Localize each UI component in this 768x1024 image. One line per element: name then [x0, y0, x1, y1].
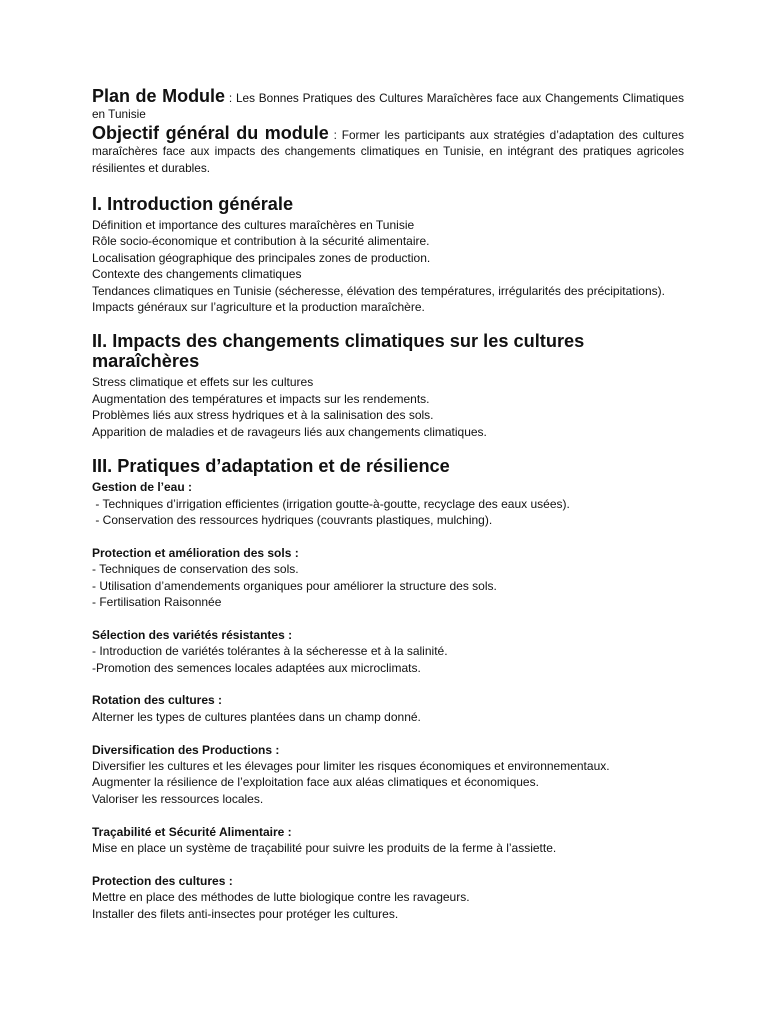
section-heading: I. Introduction générale — [92, 194, 294, 215]
text-line: Définition et importance des cultures maraîchères en Tunisie — [92, 218, 415, 233]
text-line: - Techniques d’irrigation efficientes (irrigation goutte-à-goutte, recyclage des eaux usées). — [92, 496, 570, 511]
text-line: Augmenter la résilience de l’exploitation face aux aléas climatiques et économiques. — [92, 775, 539, 790]
group-label: Sélection des variétés résistantes : — [92, 627, 293, 642]
plan-separator: : — [225, 91, 236, 105]
section-introduction — [92, 194, 684, 315]
section-heading: III. Pratiques d’adaptation et de résilience — [92, 456, 450, 477]
plan-paragraph — [92, 86, 684, 123]
text-line: Problèmes liés aux stress hydriques et à la salinisation des sols. — [92, 408, 434, 423]
objective-separator: : — [328, 127, 342, 142]
section-impacts — [92, 331, 684, 440]
text-line: Alterner les types de cultures plantées dans un champ donné. — [92, 709, 421, 724]
group-label: Protection et amélioration des sols : — [92, 545, 299, 560]
text-line: - Fertilisation Raisonnée — [92, 594, 222, 609]
section-body — [92, 374, 684, 440]
text-line: Apparition de maladies et de ravageurs liés aux changements climatiques. — [92, 424, 487, 439]
group-label: Rotation des cultures : — [92, 693, 223, 708]
plan-text: Les Bonnes Pratiques des Cultures Maraîchères face aux Changements Climatiques en Tunisie — [92, 91, 684, 122]
group-crop-protection — [92, 873, 684, 922]
objective-paragraph — [92, 123, 684, 176]
text-line: -Promotion des semences locales adaptées aux microclimats. — [92, 660, 421, 675]
group-rotation — [92, 692, 684, 725]
group-diversification — [92, 742, 684, 808]
objective-text: Former les participants aux stratégies d’adaptation des cultures maraîchères face aux impacts des changements climatiques en Tunisie, en intégrant des pratiques agricoles résilientes et durables. — [92, 127, 684, 175]
section-heading: II. Impacts des changements climatiques sur les cultures maraîchères — [92, 331, 585, 372]
text-line: Diversifier les cultures et les élevages pour limiter les risques économiques et environnementaux. — [92, 758, 610, 773]
group-varieties — [92, 627, 684, 676]
text-line: Localisation géographique des principales zones de production. — [92, 250, 431, 265]
section-body — [92, 217, 684, 315]
text-line: - Utilisation d’amendements organiques pour améliorer la structure des sols. — [92, 578, 497, 593]
group-traceability — [92, 824, 684, 857]
group-label: Traçabilité et Sécurité Alimentaire : — [92, 824, 292, 839]
text-line: - Introduction de variétés tolérantes à la sécheresse et à la salinité. — [92, 644, 448, 659]
group-label: Protection des cultures : — [92, 873, 233, 888]
text-line: Mettre en place des méthodes de lutte biologique contre les ravageurs. — [92, 890, 470, 905]
text-line: Installer des filets anti-insectes pour protéger les cultures. — [92, 906, 399, 921]
group-label: Gestion de l’eau : — [92, 480, 193, 495]
text-line: Mise en place un système de traçabilité pour suivre les produits de la ferme à l’assiette. — [92, 840, 557, 855]
text-line: Valoriser les ressources locales. — [92, 791, 264, 806]
group-soil — [92, 545, 684, 611]
group-water — [92, 479, 684, 528]
text-line: Augmentation des températures et impacts sur les rendements. — [92, 391, 430, 406]
objective-title: Objectif général du module — [92, 122, 329, 143]
section-adaptation — [92, 456, 684, 922]
text-line: Stress climatique et effets sur les cultures — [92, 375, 314, 390]
text-line: Tendances climatiques en Tunisie (sécheresse, élévation des températures, irrégularités des précipitations). — [92, 283, 665, 298]
text-line: Impacts généraux sur l’agriculture et la production maraîchère. — [92, 300, 425, 315]
text-line: - Conservation des ressources hydriques (couvrants plastiques, mulching). — [92, 512, 493, 527]
text-line: - Techniques de conservation des sols. — [92, 562, 299, 577]
plan-title: Plan de Module — [92, 86, 226, 106]
text-line: Contexte des changements climatiques — [92, 267, 302, 282]
group-label: Diversification des Productions : — [92, 742, 280, 757]
text-line: Rôle socio-économique et contribution à la sécurité alimentaire. — [92, 234, 430, 249]
